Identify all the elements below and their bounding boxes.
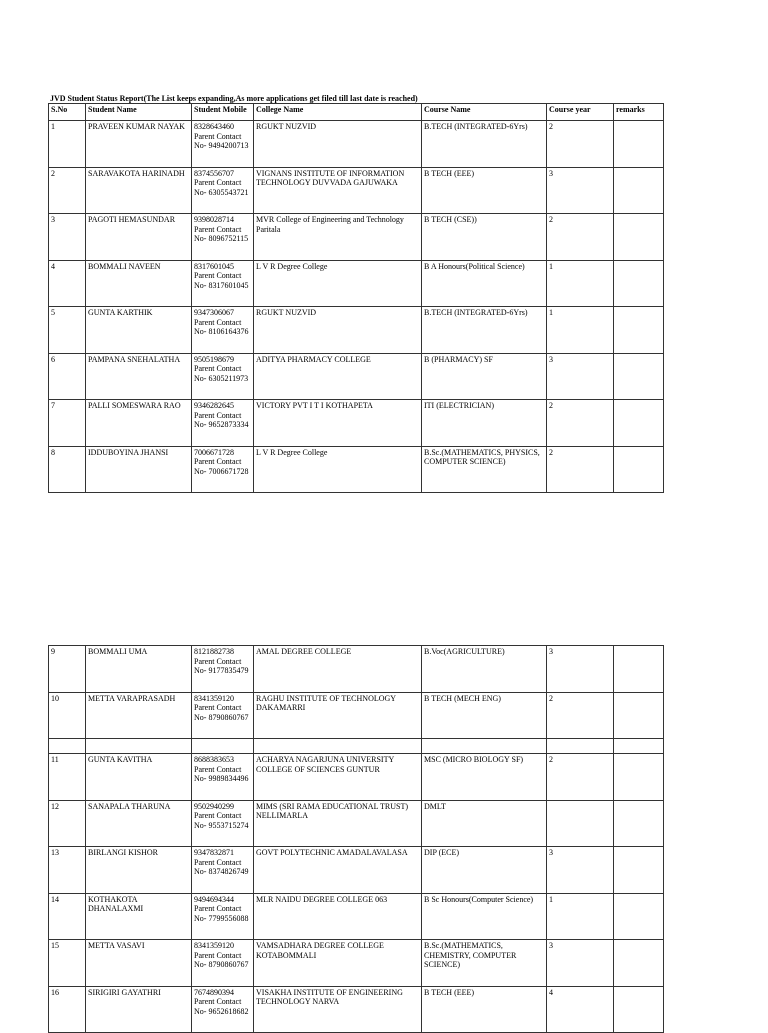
parent-contact-number: No- 9177835479 — [194, 666, 249, 675]
student-status-table — [48, 103, 664, 493]
student-name-cell: KOTHAKOTA DHANALAXMI — [86, 893, 192, 940]
mobile-cell — [192, 893, 254, 940]
sno-cell: 7 — [49, 400, 86, 447]
course-name-cell: B.Sc.(MATHEMATICS, CHEMISTRY, COMPUTER SCIENCE) — [422, 940, 547, 987]
course-year-cell: 2 — [547, 400, 614, 447]
header-student-mobile: Student Mobile — [192, 104, 254, 121]
parent-contact-number: No- 7799556088 — [194, 913, 249, 923]
student-status-table-continued — [48, 645, 664, 1033]
course-year-cell: 4 — [547, 986, 614, 1033]
college-name-cell: RAGHU INSTITUTE OF TECHNOLOGY DAKAMARRI — [254, 692, 422, 739]
sno-cell: 4 — [49, 260, 86, 307]
course-year-cell: 3 — [547, 940, 614, 987]
parent-contact-number: No- 8096752115 — [194, 234, 249, 243]
remarks-cell — [614, 754, 664, 801]
college-name-cell: VISAKHA INSTITUTE OF ENGINEERING TECHNOLOGY NARVA — [254, 986, 422, 1033]
table-row — [49, 754, 664, 801]
remarks-cell — [614, 692, 664, 739]
table-row — [49, 800, 664, 847]
mobile-cell — [192, 800, 254, 847]
course-name-cell: MSC (MICRO BIOLOGY SF) — [422, 754, 547, 801]
table-row — [49, 167, 664, 214]
remarks-cell — [614, 446, 664, 493]
student-name-cell: GUNTA KARTHIK — [86, 307, 192, 354]
college-name-cell: L V R Degree College — [254, 260, 422, 307]
header-course-year: Course year — [547, 104, 614, 121]
mobile-cell — [192, 986, 254, 1033]
college-name-cell: AMAL DEGREE COLLEGE — [254, 646, 422, 693]
course-name-cell: B.TECH (INTEGRATED-6Yrs) — [422, 121, 547, 168]
student-name-cell: SARAVAKOTA HARINADH — [86, 167, 192, 214]
college-name-cell: L V R Degree College — [254, 446, 422, 493]
course-year-cell: 3 — [547, 167, 614, 214]
remarks-cell — [614, 800, 664, 847]
student-name-cell: GUNTA KAVITHA — [86, 754, 192, 801]
parent-contact-number: No- 8790860767 — [194, 712, 249, 722]
sno-cell: 14 — [49, 893, 86, 940]
student-name-cell: BOMMALI NAVEEN — [86, 260, 192, 307]
mobile-cell — [192, 940, 254, 987]
parent-contact-label: Parent Contact — [194, 950, 242, 960]
parent-contact-label: Parent Contact — [194, 224, 242, 234]
parent-contact-number: No- 9652618682 — [194, 1006, 249, 1016]
mobile-cell — [192, 400, 254, 447]
remarks-cell — [614, 400, 664, 447]
parent-contact-label: Parent Contact — [194, 364, 242, 373]
mobile-cell — [192, 754, 254, 801]
sno-cell: 15 — [49, 940, 86, 987]
remarks-cell — [614, 646, 664, 693]
mobile-cell — [192, 847, 254, 894]
header-sno: S.No — [49, 104, 86, 121]
mobile-cell — [192, 646, 254, 693]
college-name-cell: ADITYA PHARMACY COLLEGE — [254, 353, 422, 400]
remarks-cell — [614, 893, 664, 940]
remarks-cell — [614, 353, 664, 400]
course-year-cell: 1 — [547, 260, 614, 307]
remarks-cell — [614, 121, 664, 168]
report-title: JVD Student Status Report(The List keeps expanding,As more applications get filed till last date is reached) — [50, 94, 418, 103]
college-name-cell: MLR NAIDU DEGREE COLLEGE 063 — [254, 893, 422, 940]
course-name-cell: DMLT — [422, 800, 547, 847]
college-name-cell: VAMSADHARA DEGREE COLLEGE KOTABOMMALI — [254, 940, 422, 987]
table-row — [49, 307, 664, 354]
student-mobile: 9494694344 — [194, 894, 234, 904]
parent-contact-label: Parent Contact — [194, 656, 242, 666]
parent-contact-label: Parent Contact — [194, 131, 242, 141]
college-name-cell: MVR College of Engineering and Technology Paritala — [254, 214, 422, 261]
student-name-cell: IDDUBOYINA JHANSI — [86, 446, 192, 493]
parent-contact-number: No- 7006671728 — [194, 466, 249, 476]
parent-contact-label: Parent Contact — [194, 703, 242, 712]
table-row — [49, 986, 664, 1033]
table-row — [49, 214, 664, 261]
sno-cell: 8 — [49, 446, 86, 493]
table-row — [49, 893, 664, 940]
parent-contact-label: Parent Contact — [194, 904, 242, 913]
student-name-cell: METTA VARAPRASADH — [86, 692, 192, 739]
college-name-cell: MIMS (SRI RAMA EDUCATIONAL TRUST) NELLIMARLA — [254, 800, 422, 847]
mobile-cell — [192, 260, 254, 307]
table-row — [49, 646, 664, 693]
parent-contact-label: Parent Contact — [194, 857, 242, 867]
sno-cell: 5 — [49, 307, 86, 354]
parent-contact-number: No- 8790860767 — [194, 960, 249, 969]
sno-cell: 3 — [49, 214, 86, 261]
course-year-cell: 1 — [547, 893, 614, 940]
course-name-cell: DIP (ECE) — [422, 847, 547, 894]
mobile-cell — [192, 353, 254, 400]
student-name-cell: METTA VASAVI — [86, 940, 192, 987]
remarks-cell — [614, 260, 664, 307]
mobile-cell — [192, 167, 254, 214]
course-name-cell: B TECH (MECH ENG) — [422, 692, 547, 739]
table-row — [49, 940, 664, 987]
student-mobile: 9346282645 — [194, 401, 234, 410]
student-mobile: 8121882738 — [194, 647, 234, 656]
student-name-cell: SIRIGIRI GAYATHRI — [86, 986, 192, 1033]
parent-contact-label: Parent Contact — [194, 317, 242, 327]
sno-cell: 1 — [49, 121, 86, 168]
header-row — [49, 104, 664, 121]
course-name-cell: B TECH (CSE)) — [422, 214, 547, 261]
course-name-cell: B TECH (EEE) — [422, 167, 547, 214]
college-name-cell: ACHARYA NAGARJUNA UNIVERSITY COLLEGE OF SCIENCES GUNTUR — [254, 754, 422, 801]
course-year-cell: 2 — [547, 754, 614, 801]
course-year-cell: 3 — [547, 353, 614, 400]
college-name-cell: GOVT POLYTECHNIC AMADALAVALASA — [254, 847, 422, 894]
student-mobile: 8688383653 — [194, 755, 234, 764]
student-name-cell: PRAVEEN KUMAR NAYAK — [86, 121, 192, 168]
student-mobile: 7006671728 — [194, 447, 234, 457]
student-mobile: 8317601045 — [194, 261, 234, 271]
course-year-cell: 1 — [547, 307, 614, 354]
course-name-cell: ITI (ELECTRICIAN) — [422, 400, 547, 447]
parent-contact-number: No- 9553715274 — [194, 820, 249, 830]
course-name-cell: B.TECH (INTEGRATED-6Yrs) — [422, 307, 547, 354]
mobile-cell — [192, 692, 254, 739]
student-name-cell: PAMPANA SNEHALATHA — [86, 353, 192, 400]
parent-contact-number: No- 9652873334 — [194, 420, 249, 429]
sno-cell: 10 — [49, 692, 86, 739]
course-name-cell: B (PHARMACY) SF — [422, 353, 547, 400]
student-mobile: 7674890394 — [194, 987, 234, 997]
sno-cell: 2 — [49, 167, 86, 214]
parent-contact-label: Parent Contact — [194, 764, 242, 774]
header-student-name: Student Name — [86, 104, 192, 121]
mobile-cell — [192, 214, 254, 261]
student-mobile: 9347306067 — [194, 308, 234, 317]
remarks-cell — [614, 214, 664, 261]
student-name-cell: BIRLANGI KISHOR — [86, 847, 192, 894]
sno-cell: 6 — [49, 353, 86, 400]
student-name-cell: SANAPALA THARUNA — [86, 800, 192, 847]
student-mobile: 8328643460 — [194, 122, 234, 131]
table-row — [49, 353, 664, 400]
header-college-name: College Name — [254, 104, 422, 121]
parent-contact-label: Parent Contact — [194, 410, 242, 420]
parent-contact-number: No- 8106164376 — [194, 327, 249, 336]
student-mobile: 9505198679 — [194, 354, 234, 364]
table-row — [49, 260, 664, 307]
college-name-cell: VICTORY PVT I T I KOTHAPETA — [254, 400, 422, 447]
course-name-cell: B Sc Honours(Computer Science) — [422, 893, 547, 940]
student-mobile: 8341359120 — [194, 941, 234, 950]
table-row — [49, 121, 664, 168]
student-name-cell: PAGOTI HEMASUNDAR — [86, 214, 192, 261]
course-year-cell: 2 — [547, 214, 614, 261]
student-mobile: 9398028714 — [194, 215, 234, 224]
student-mobile: 8341359120 — [194, 693, 234, 703]
college-name-cell: RGUKT NUZVID — [254, 307, 422, 354]
course-year-cell: 2 — [547, 121, 614, 168]
parent-contact-number: No- 6305543721 — [194, 187, 249, 197]
student-name-cell: PALLI SOMESWARA RAO — [86, 400, 192, 447]
mobile-cell — [192, 307, 254, 354]
college-name-cell: RGUKT NUZVID — [254, 121, 422, 168]
table-row — [49, 400, 664, 447]
header-course-name: Course Name — [422, 104, 547, 121]
parent-contact-number: No- 9989834496 — [194, 774, 249, 783]
course-year-cell: 3 — [547, 847, 614, 894]
student-name-cell: BOMMALI UMA — [86, 646, 192, 693]
remarks-cell — [614, 940, 664, 987]
sno-cell: 9 — [49, 646, 86, 693]
mobile-cell — [192, 121, 254, 168]
course-name-cell: B TECH (EEE) — [422, 986, 547, 1033]
course-year-cell: 3 — [547, 646, 614, 693]
sno-cell: 13 — [49, 847, 86, 894]
parent-contact-label: Parent Contact — [194, 811, 242, 820]
remarks-cell — [614, 986, 664, 1033]
empty-row — [49, 739, 664, 754]
table-row — [49, 847, 664, 894]
college-name-cell: VIGNANS INSTITUTE OF INFORMATION TECHNOLOGY DUVVADA GAJUWAKA — [254, 167, 422, 214]
parent-contact-label: Parent Contact — [194, 271, 242, 280]
student-mobile: 9502940299 — [194, 801, 234, 811]
course-year-cell: 2 — [547, 692, 614, 739]
table-row — [49, 446, 664, 493]
sno-cell: 11 — [49, 754, 86, 801]
remarks-cell — [614, 847, 664, 894]
parent-contact-number: No- 8374826749 — [194, 867, 249, 876]
course-name-cell: B.Sc.(MATHEMATICS, PHYSICS, COMPUTER SCIENCE) — [422, 446, 547, 493]
sno-cell: 12 — [49, 800, 86, 847]
student-mobile: 9347832871 — [194, 848, 234, 857]
table-row — [49, 692, 664, 739]
remarks-cell — [614, 167, 664, 214]
remarks-cell — [614, 307, 664, 354]
course-name-cell: B.Voc(AGRICULTURE) — [422, 646, 547, 693]
course-year-cell: 2 — [547, 446, 614, 493]
parent-contact-label: Parent Contact — [194, 457, 242, 466]
parent-contact-label: Parent Contact — [194, 178, 242, 187]
parent-contact-number: No- 9494200713 — [194, 141, 249, 150]
sno-cell: 16 — [49, 986, 86, 1033]
course-year-cell — [547, 800, 614, 847]
parent-contact-number: No- 8317601045 — [194, 280, 249, 290]
parent-contact-label: Parent Contact — [194, 997, 242, 1006]
course-name-cell: B A Honours(Political Science) — [422, 260, 547, 307]
mobile-cell — [192, 446, 254, 493]
parent-contact-number: No- 6305211973 — [194, 373, 249, 383]
student-mobile: 8374556707 — [194, 168, 234, 178]
header-remarks: remarks — [614, 104, 664, 121]
